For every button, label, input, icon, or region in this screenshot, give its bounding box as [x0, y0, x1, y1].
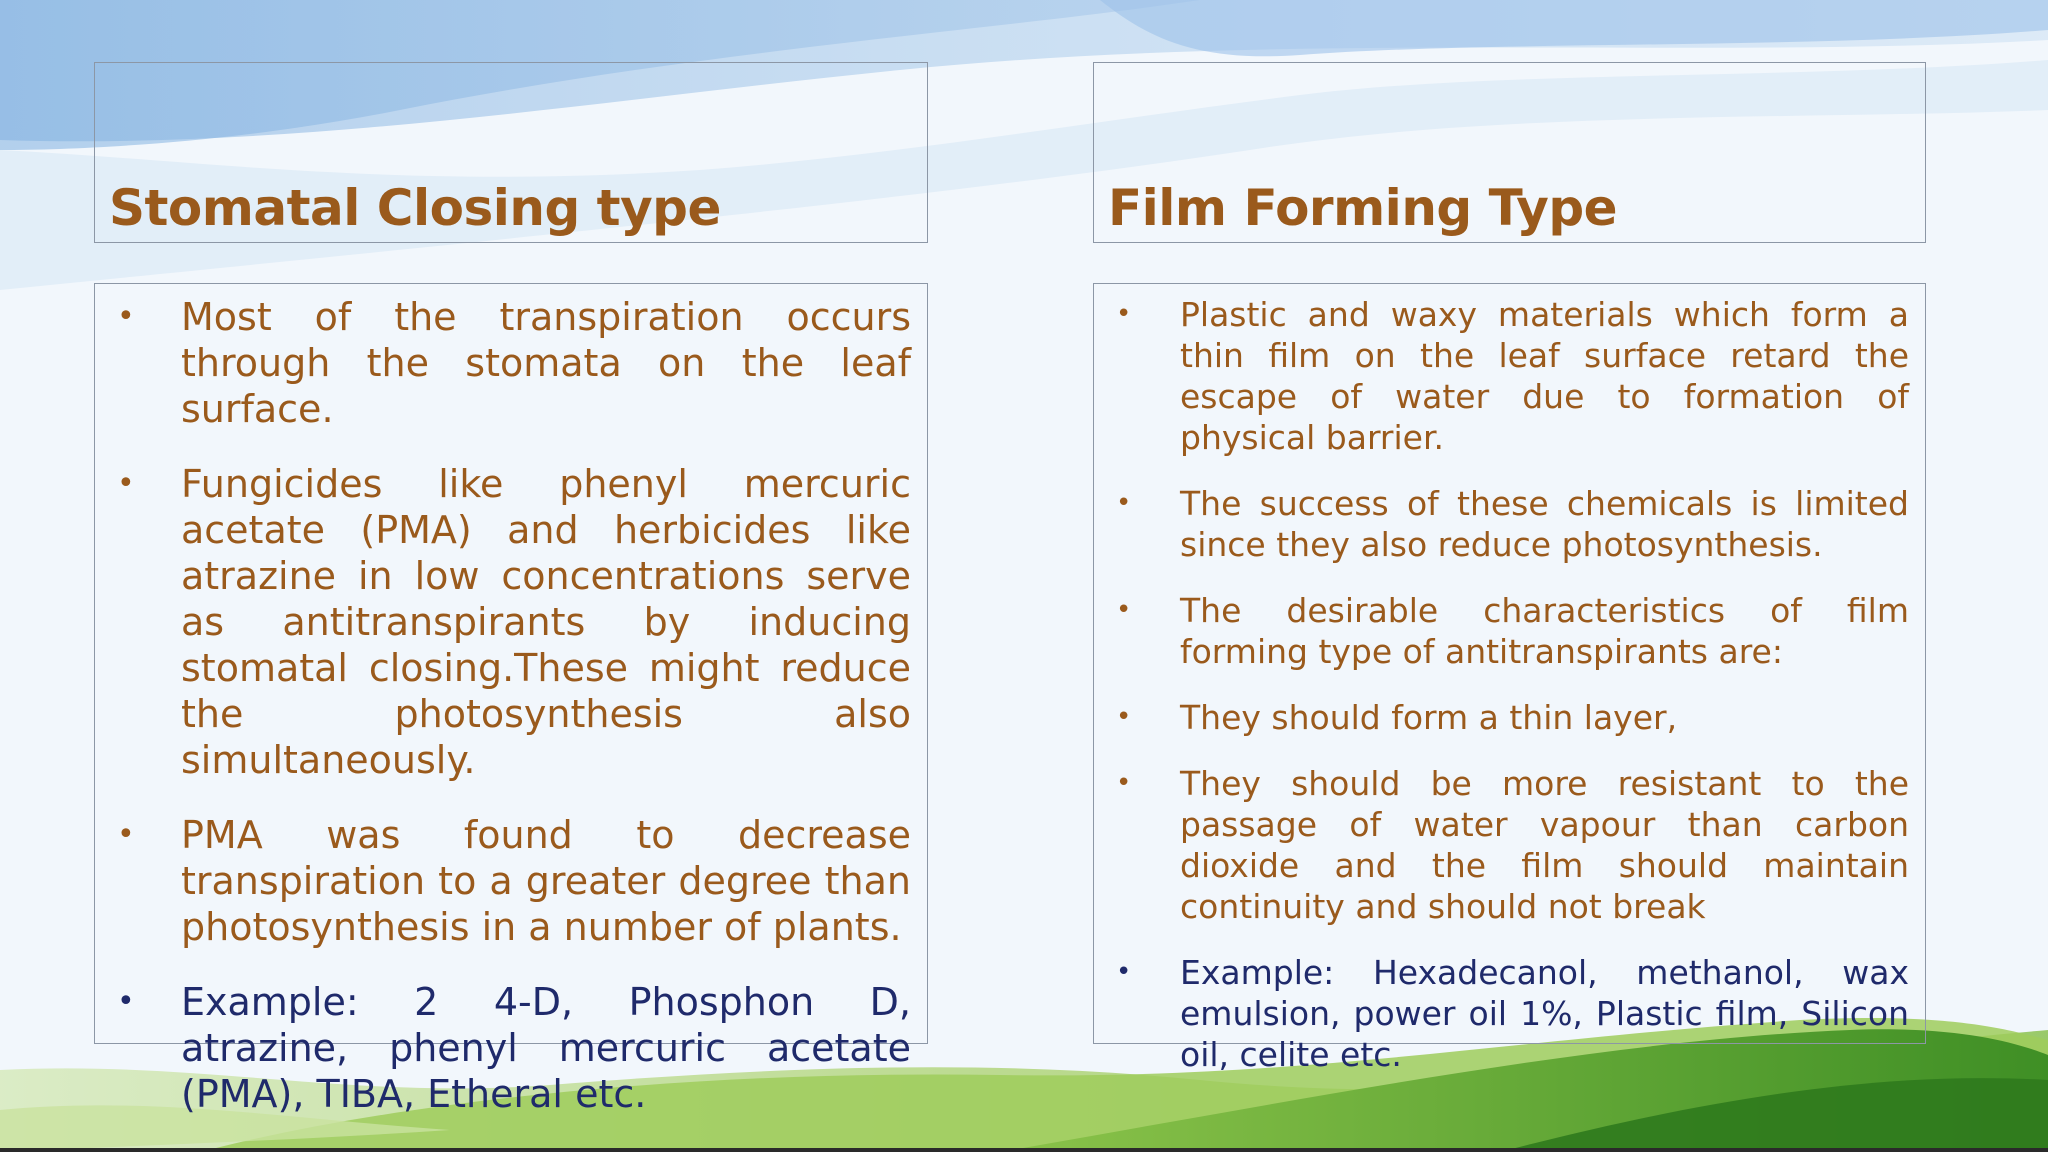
bullet-icon: • [1116, 957, 1132, 987]
bullet-icon: • [1116, 595, 1132, 625]
list-item [103, 812, 911, 950]
list-item [1102, 952, 1909, 1075]
bullet-text: PMA was found to decrease transpiration to a greater degree than photosynthesis in a number of plants. [181, 813, 911, 949]
bullet-icon: • [117, 984, 135, 1019]
bullet-icon: • [1116, 488, 1132, 518]
left-bullet-list [103, 294, 911, 1117]
bullet-text: Example: Hexadecanol, methanol, wax emulsion, power oil 1%, Plastic film, Silicon oil, celite etc. [1180, 953, 1909, 1074]
bullet-text: Plastic and waxy materials which form a thin film on the leaf surface retard the escape of water due to formation of physical barrier. [1180, 295, 1909, 457]
bullet-text: The success of these chemicals is limited since they also reduce photosynthesis. [1180, 484, 1909, 564]
list-item [1102, 590, 1909, 672]
bullet-text: They should be more resistant to the passage of water vapour than carbon dioxide and the film should maintain continuity and should not break [1180, 764, 1909, 926]
bullet-icon: • [1116, 768, 1132, 798]
left-title: Stomatal Closing type [109, 179, 721, 237]
bullet-text: Fungicides like phenyl mercuric acetate (PMA) and herbicides like atrazine in low concentrations serve as antitranspirants by inducing stomatal closing.These might reduce the photosynthesis also simultaneously. [181, 462, 911, 782]
left-content-box [94, 283, 928, 1116]
right-title-box [1093, 62, 1926, 243]
bullet-text: Example: 2 4-D, Phosphon D, atrazine, phenyl mercuric acetate (PMA), TIBA, Etheral etc. [181, 980, 911, 1116]
list-item [1102, 483, 1909, 565]
list-item [103, 461, 911, 783]
bullet-icon: • [117, 466, 135, 501]
right-content-box [1093, 283, 1926, 1074]
bullet-text: They should form a thin layer, [1180, 698, 1678, 737]
left-title-box [94, 62, 928, 243]
bullet-icon: • [1116, 702, 1132, 732]
right-bullet-list [1102, 294, 1909, 1075]
bullet-icon: • [117, 817, 135, 852]
bullet-text: The desirable characteristics of film forming type of antitranspirants are: [1180, 591, 1909, 671]
bullet-text: Most of the transpiration occurs through the stomata on the leaf surface. [181, 295, 911, 431]
list-item [1102, 697, 1909, 738]
bullet-icon: • [1116, 299, 1132, 329]
bullet-icon: • [117, 299, 135, 334]
list-item [1102, 294, 1909, 458]
list-item [103, 294, 911, 432]
right-title: Film Forming Type [1108, 179, 1618, 237]
list-item [1102, 763, 1909, 927]
list-item [103, 979, 911, 1117]
